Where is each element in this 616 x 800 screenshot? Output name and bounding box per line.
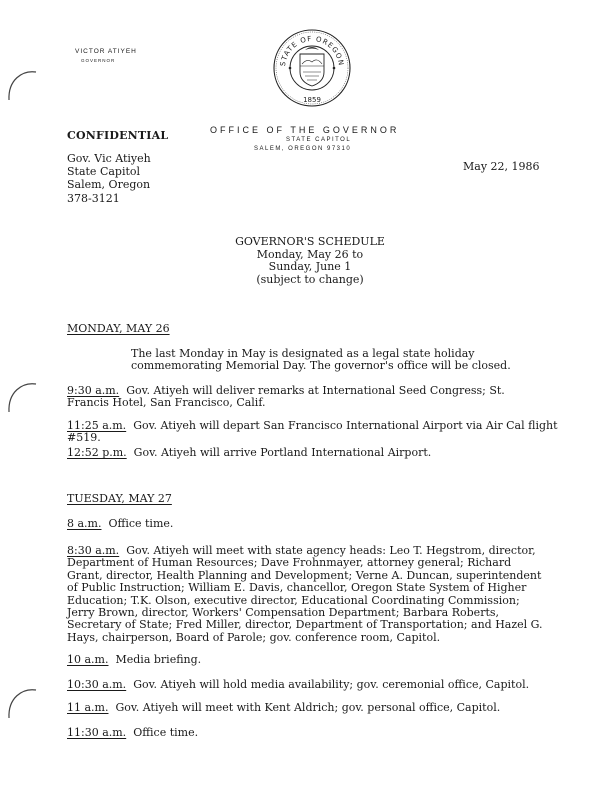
office-title: OFFICE OF THE GOVERNOR [210, 125, 400, 135]
holiday-note: The last Monday in May is designated as a legal state holiday commemorating Memorial Day. The governor's office will be closed. [131, 347, 511, 373]
entry-time: 10 a.m. [67, 653, 109, 666]
schedule-entry [67, 654, 201, 666]
day-heading-tuesday: TUESDAY, MAY 27 [67, 492, 172, 505]
entry-text: Gov. Atiyeh will depart San Francisco International Airport via Air Cal flight #519. [67, 419, 558, 445]
schedule-title: GOVERNOR'S SCHEDULE [235, 235, 385, 248]
schedule-entry [67, 447, 567, 459]
entry-text: Gov. Atiyeh will meet with state agency heads: Leo T. Hegstrom, director, Department of Human Resources; Dave Frohnmayer, attorney general; Richard Grant, director, Health Planning and Development; Verne A. Duncan, superintendent of Public Instruction; William E. Davis, chancellor, Oregon State System of Higher Education; T.K. Olson, executive director, Educational Coordinating Commission; Jerry Brown, director, Workers' Compensation Department; Barbara Roberts, Secretary of State; Fred Miller, director, Department of Transportation; and Hazel G. Hays, chairperson, Board of Parole; gov. conference room, Capitol. [67, 544, 543, 644]
entry-time: 10:30 a.m. [67, 678, 127, 691]
entry-time: 12:52 p.m. [67, 446, 127, 459]
schedule-range-end: Sunday, June 1 [268, 260, 352, 273]
day-heading-monday: MONDAY, MAY 26 [67, 322, 170, 335]
entry-text: Office time. [133, 726, 199, 739]
schedule-entry [67, 385, 547, 410]
entry-text: Gov. Atiyeh will hold media availability; gov. ceremonial office, Capitol. [133, 678, 530, 691]
governor-name: VICTOR ATIYEH [75, 48, 137, 55]
schedule-entry [67, 702, 567, 714]
sender-phone: 378-3121 [67, 191, 120, 205]
entry-text: Gov. Atiyeh will deliver remarks at International Seed Congress; St. Francis Hotel, San Francisco, Calif. [67, 384, 505, 410]
entry-text: Media briefing. [115, 653, 202, 666]
schedule-entry [67, 727, 198, 739]
sender-street: State Capitol [67, 165, 141, 179]
entry-time: 9:30 a.m. [67, 384, 120, 397]
memo-date: May 22, 1986 [463, 160, 540, 173]
schedule-range-start: Monday, May 26 to [256, 247, 364, 261]
binder-hole [0, 684, 40, 724]
schedule-disclaimer: (subject to change) [256, 272, 364, 286]
sender-address [67, 152, 151, 205]
office-city: SALEM, OREGON 97310 [254, 146, 352, 152]
binder-hole [0, 378, 40, 418]
sender-city: Salem, Oregon [67, 178, 151, 192]
entry-text: Office time. [108, 517, 174, 530]
entry-time: 11 a.m. [67, 701, 109, 714]
svg-text:1859: 1859 [303, 96, 321, 104]
sender-name: Gov. Vic Atiyeh [67, 152, 151, 165]
governor-title: GOVERNOR [81, 58, 116, 63]
entry-time: 11:25 a.m. [67, 419, 127, 432]
schedule-entry [67, 518, 173, 530]
office-building: STATE CAPITOL [286, 137, 352, 143]
confidential-label: CONFIDENTIAL [67, 129, 169, 142]
binder-hole [0, 66, 40, 106]
entry-time: 11:30 a.m. [67, 726, 127, 739]
entry-text: Gov. Atiyeh will arrive Portland International Airport. [133, 446, 432, 459]
entry-text: Gov. Atiyeh will meet with Kent Aldrich; gov. personal office, Capitol. [115, 701, 501, 714]
entry-time: 8 a.m. [67, 517, 102, 530]
svg-text:STATE OF OREGON: STATE OF OREGON [278, 34, 346, 67]
schedule-entry [67, 679, 567, 691]
state-seal [272, 28, 352, 108]
schedule-entry [67, 545, 545, 644]
schedule-heading [200, 236, 420, 286]
entry-time: 8:30 a.m. [67, 544, 120, 557]
schedule-entry [67, 420, 567, 445]
